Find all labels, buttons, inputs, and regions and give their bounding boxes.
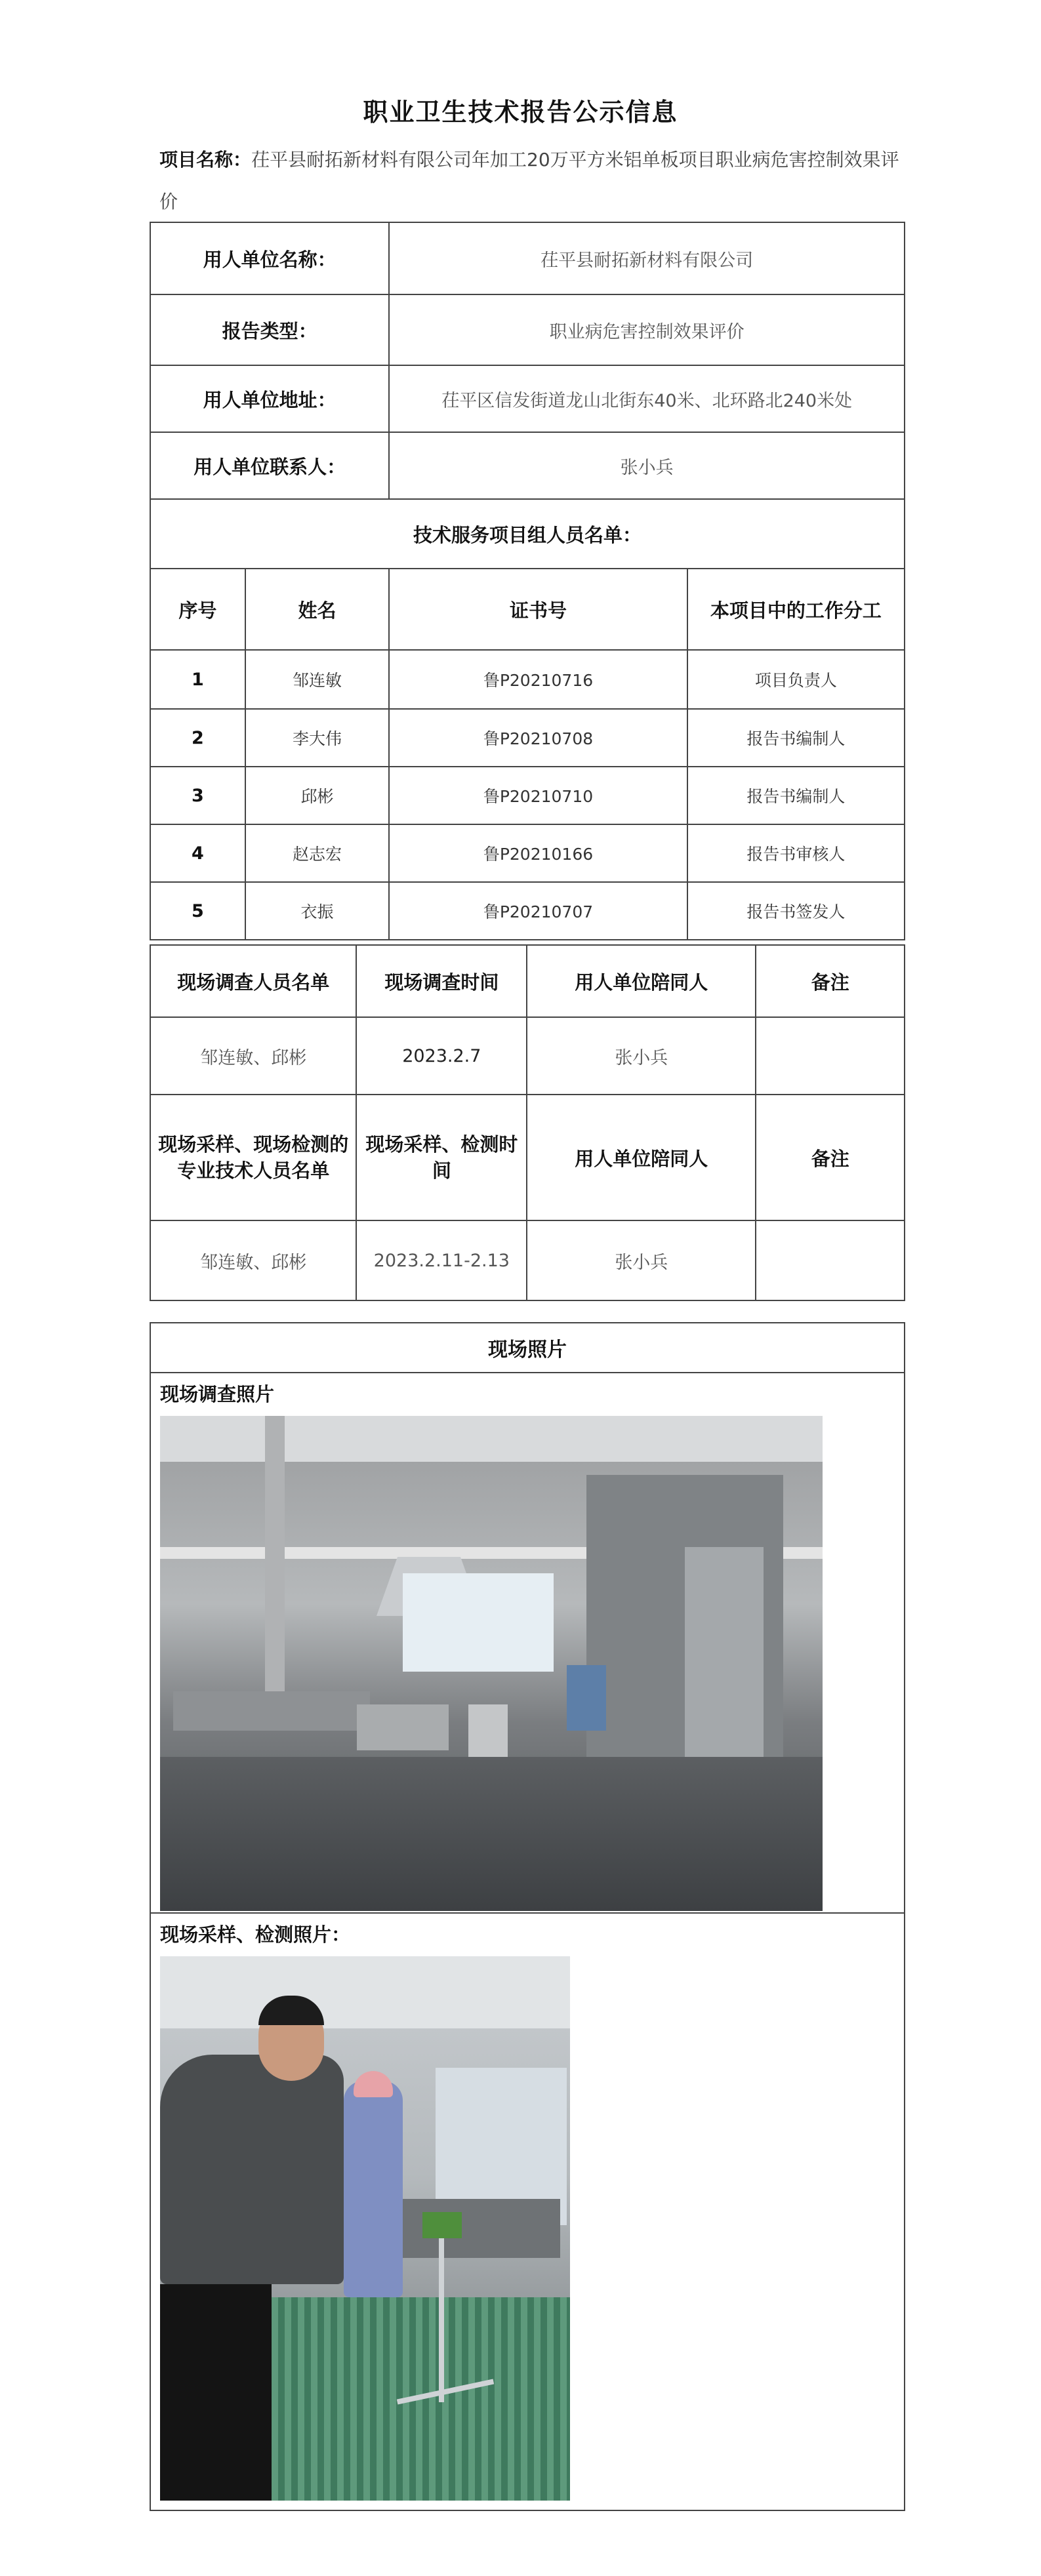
team-row-name: 邱彬 bbox=[245, 767, 390, 824]
survey-header-row bbox=[150, 945, 905, 1017]
table-row bbox=[150, 1017, 905, 1095]
employer-address-label: 用人单位地址： bbox=[150, 365, 389, 432]
employer-name-value: 茌平县耐拓新材料有限公司 bbox=[389, 222, 905, 294]
team-row-certificate: 鲁P20210708 bbox=[389, 709, 687, 767]
employer-contact-label: 用人单位联系人： bbox=[150, 432, 389, 499]
team-row-name: 衣振 bbox=[245, 882, 390, 940]
survey-companion-value: 张小兵 bbox=[527, 1017, 756, 1095]
team-row-certificate: 鲁P20210710 bbox=[389, 767, 687, 824]
team-row-certificate: 鲁P20210716 bbox=[389, 650, 687, 709]
sampling-time-value: 2023.2.11-2.13 bbox=[356, 1220, 527, 1300]
team-row-role: 报告书编制人 bbox=[687, 767, 905, 824]
sampling-header-remark: 备注 bbox=[756, 1095, 905, 1220]
page-title: 职业卫生技术报告公示信息 bbox=[363, 98, 678, 127]
sampling-photo-cell bbox=[150, 1913, 905, 2510]
team-row-role: 报告书编制人 bbox=[687, 709, 905, 767]
sampling-header-staff: 现场采样、现场检测的专业技术人员名单 bbox=[150, 1095, 356, 1220]
sampling-photo-caption: 现场采样、检测照片： bbox=[160, 1923, 351, 1946]
team-row-role: 报告书审核人 bbox=[687, 824, 905, 882]
survey-staff-value: 邹连敏、邱彬 bbox=[150, 1017, 356, 1095]
team-row-index: 5 bbox=[150, 882, 245, 940]
sampling-header-time: 现场采样、检测时间 bbox=[356, 1095, 527, 1220]
team-row-role: 报告书签发人 bbox=[687, 882, 905, 940]
photo-table bbox=[150, 1322, 905, 2511]
employer-name-label: 用人单位名称： bbox=[150, 222, 389, 294]
report-type-value: 职业病危害控制效果评价 bbox=[389, 294, 905, 365]
table-row bbox=[150, 709, 905, 767]
project-name bbox=[159, 139, 901, 223]
team-header-index: 序号 bbox=[150, 569, 245, 650]
team-row-index: 4 bbox=[150, 824, 245, 882]
sampling-companion-value: 张小兵 bbox=[527, 1220, 756, 1300]
sampling-header-companion: 用人单位陪同人 bbox=[527, 1095, 756, 1220]
report-type-label: 报告类型： bbox=[150, 294, 389, 365]
table-row bbox=[150, 767, 905, 824]
info-table bbox=[150, 222, 905, 940]
survey-header-remark: 备注 bbox=[756, 945, 905, 1017]
survey-photo-cell bbox=[150, 1373, 905, 1913]
team-header-name: 姓名 bbox=[245, 569, 390, 650]
project-name-label: 项目名称： bbox=[159, 149, 252, 171]
table-row bbox=[150, 824, 905, 882]
team-row-certificate: 鲁P20210166 bbox=[389, 824, 687, 882]
survey-header-staff: 现场调查人员名单 bbox=[150, 945, 356, 1017]
team-header-role: 本项目中的工作分工 bbox=[687, 569, 905, 650]
survey-photo bbox=[160, 1416, 823, 1911]
survey-table bbox=[150, 944, 905, 1301]
table-row bbox=[150, 650, 905, 709]
photo-section-title: 现场照片 bbox=[150, 1323, 905, 1373]
survey-remark-value bbox=[756, 1017, 905, 1095]
sampling-staff-value: 邹连敏、邱彬 bbox=[150, 1220, 356, 1300]
team-title: 技术服务项目组人员名单： bbox=[150, 499, 905, 569]
team-row-role: 项目负责人 bbox=[687, 650, 905, 709]
survey-photo-caption: 现场调查照片 bbox=[160, 1383, 275, 1405]
team-row-index: 2 bbox=[150, 709, 245, 767]
team-row-name: 李大伟 bbox=[245, 709, 390, 767]
team-row-certificate: 鲁P20210707 bbox=[389, 882, 687, 940]
table-row bbox=[150, 882, 905, 940]
table-row bbox=[150, 1220, 905, 1300]
sampling-header-row bbox=[150, 1095, 905, 1220]
sampling-remark-value bbox=[756, 1220, 905, 1300]
employer-address-value: 茌平区信发街道龙山北街东40米、北环路北240米处 bbox=[389, 365, 905, 432]
survey-header-time: 现场调查时间 bbox=[356, 945, 527, 1017]
team-row-name: 赵志宏 bbox=[245, 824, 390, 882]
survey-header-companion: 用人单位陪同人 bbox=[527, 945, 756, 1017]
project-name-value: 茌平县耐拓新材料有限公司年加工20万平方米铝单板项目职业病危害控制效果评价 bbox=[159, 149, 899, 212]
sampling-photo bbox=[160, 1956, 570, 2501]
team-header-certificate: 证书号 bbox=[389, 569, 687, 650]
team-header-row bbox=[150, 569, 905, 650]
team-row-index: 3 bbox=[150, 767, 245, 824]
survey-time-value: 2023.2.7 bbox=[356, 1017, 527, 1095]
employer-contact-value: 张小兵 bbox=[389, 432, 905, 499]
team-row-name: 邹连敏 bbox=[245, 650, 390, 709]
team-row-index: 1 bbox=[150, 650, 245, 709]
